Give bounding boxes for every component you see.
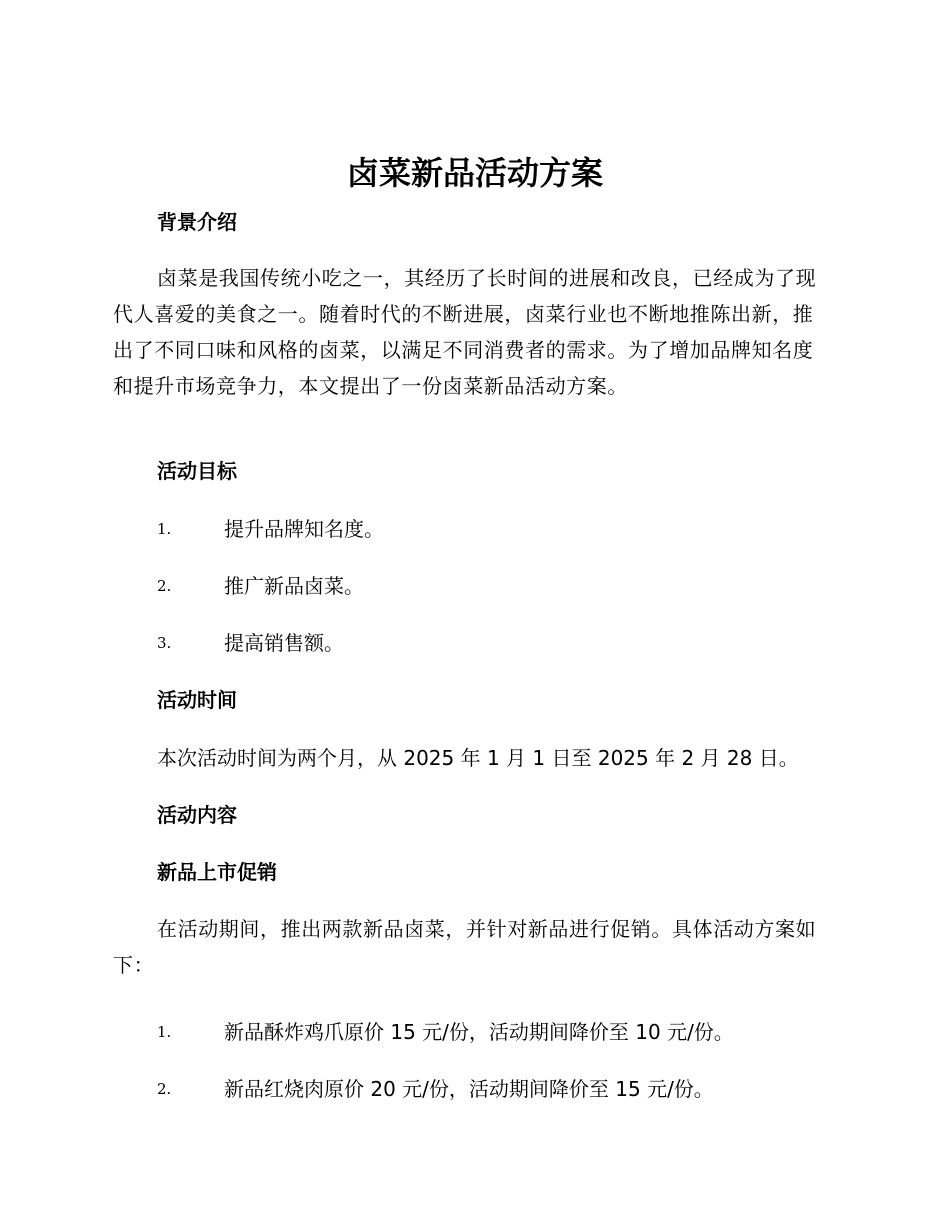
goal-item-text: 提高销售额。 bbox=[224, 631, 344, 655]
promotion-item-number: 2. bbox=[157, 1080, 172, 1098]
goal-item-number: 1. bbox=[157, 520, 172, 538]
heading-content: 活动内容 bbox=[157, 803, 237, 827]
promotion-item-text: 新品酥炸鸡爪原价 15 元/份，活动期间降价至 10 元/份。 bbox=[224, 1020, 734, 1044]
promotion-paragraph: 在活动期间，推出两款新品卤菜，并针对新品进行促销。具体活动方案如下： bbox=[113, 917, 817, 977]
background-paragraph: 卤菜是我国传统小吃之一，其经历了长时间的进展和改良，已经成为了现代人喜爱的美食之一。随着时代的不断进展，卤菜行业也不断地推陈出新，推出了不同口味和风格的卤菜，以满足不同消费者的需求。为了增加品牌知名度和提升市场竞争力，本文提出了一份卤菜新品活动方案。 bbox=[113, 266, 817, 398]
heading-promotion: 新品上市促销 bbox=[157, 860, 277, 884]
document-title: 卤菜新品活动方案 bbox=[346, 154, 603, 192]
heading-time: 活动时间 bbox=[157, 688, 237, 712]
promotion-item-number: 1. bbox=[157, 1023, 172, 1041]
heading-background: 背景介绍 bbox=[157, 210, 237, 234]
goal-item-number: 3. bbox=[157, 634, 172, 652]
goal-item-text: 推广新品卤菜。 bbox=[224, 574, 364, 598]
goal-item-number: 2. bbox=[157, 577, 172, 595]
promotion-item-text: 新品红烧肉原价 20 元/份，活动期间降价至 15 元/份。 bbox=[224, 1077, 714, 1101]
heading-goals: 活动目标 bbox=[157, 459, 237, 483]
goal-item-text: 提升品牌知名度。 bbox=[224, 517, 384, 541]
time-text: 本次活动时间为两个月，从 2025 年 1 月 1 日至 2025 年 2 月 28 日。 bbox=[157, 746, 799, 770]
